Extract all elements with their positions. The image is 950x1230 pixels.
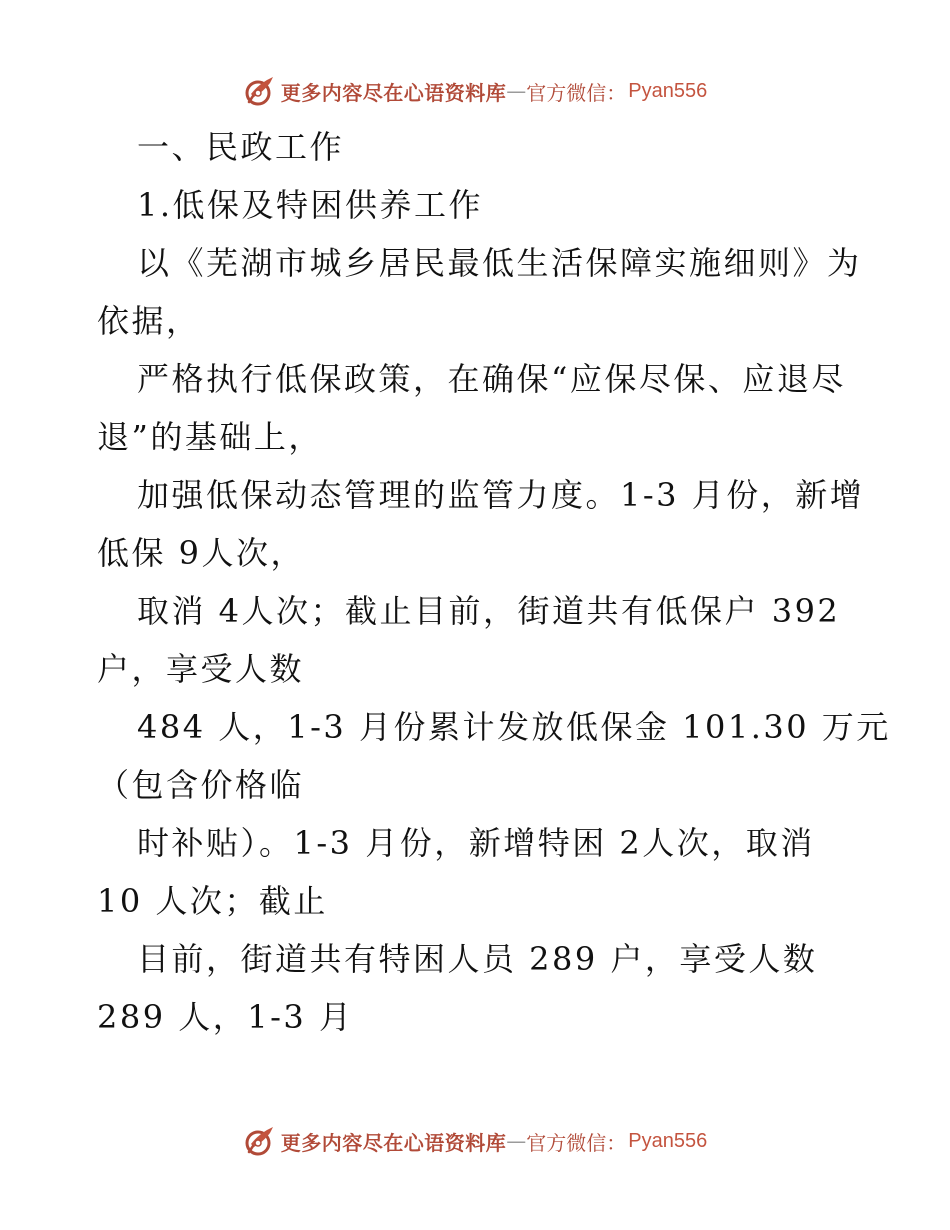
section-heading: 一、民政工作 — [137, 128, 345, 166]
paragraph-line: 加强低保动态管理的监管力度。1-3 月份，新增 — [137, 476, 865, 514]
paragraph-line: 484 人，1-3 月份累计发放低保金 101.30 万元 — [137, 708, 891, 746]
banner-separator: — — [506, 79, 527, 103]
subsection-heading: 1.低保及特困供养工作 — [137, 186, 484, 224]
paragraph-line: 退”的基础上， — [97, 418, 323, 456]
banner-title: 更多内容尽在心语资料库 — [280, 80, 507, 105]
banner-wechat-id: Pyan556 — [628, 1129, 708, 1152]
paragraph-line: 严格执行低保政策，在确保“应保尽保、应退尽 — [137, 360, 846, 398]
paragraph-line: 目前，街道共有特困人员 289 户，享受人数 — [137, 940, 818, 978]
paragraph-line: 依据， — [97, 302, 201, 340]
paragraph-line: 289 人，1-3 月 — [97, 998, 354, 1036]
banner-wechat-label: 官方微信： — [526, 80, 627, 105]
banner-title: 更多内容尽在心语资料库 — [280, 1130, 507, 1155]
banner-wechat-id: Pyan556 — [628, 79, 708, 102]
paragraph-line: （包含价格临 — [97, 766, 305, 804]
paragraph-line: 户，享受人数 — [97, 650, 305, 688]
paragraph-line: 低保 9人次， — [97, 534, 306, 572]
banner-separator: — — [506, 1129, 527, 1153]
paragraph-line: 以《芜湖市城乡居民最低生活保障实施细则》为 — [137, 244, 862, 282]
paragraph-line: 10 人次；截止 — [97, 882, 328, 920]
document-body — [97, 118, 891, 1046]
paragraph-line: 时补贴）。1-3 月份，新增特困 2人次，取消 — [137, 824, 815, 862]
header-banner — [0, 71, 950, 111]
quill-pen-logo-icon — [243, 74, 277, 108]
paragraph-line: 取消 4人次；截止目前，街道共有低保户 392 — [137, 592, 841, 630]
quill-pen-logo-icon — [243, 1124, 277, 1158]
banner-wechat-label: 官方微信： — [526, 1130, 627, 1155]
footer-banner — [0, 1121, 950, 1161]
